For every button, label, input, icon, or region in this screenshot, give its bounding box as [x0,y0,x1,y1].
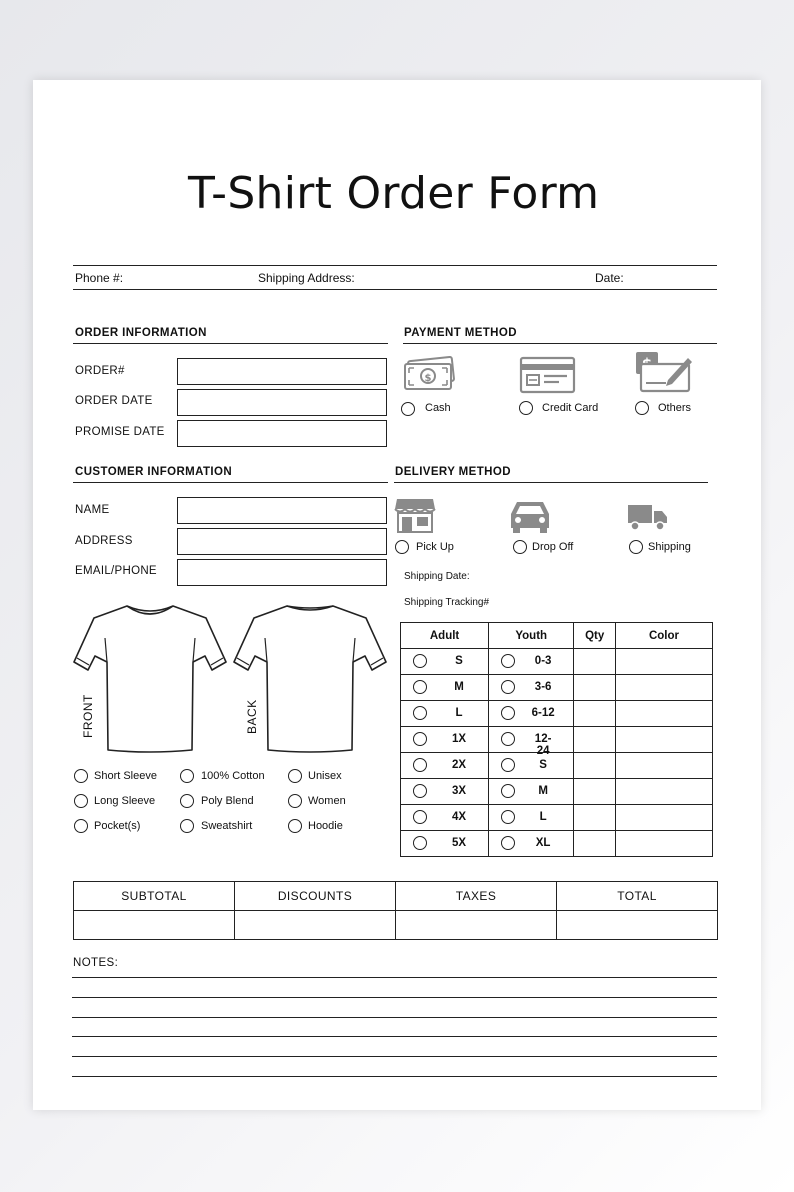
adult-cell [401,779,489,805]
shipping-label: Shipping [648,541,691,553]
shipping-tracking-label: Shipping Tracking# [404,597,490,608]
youth-size-label: XL [535,837,551,849]
table-row [401,649,713,675]
address-field[interactable] [177,528,387,555]
dropoff-label: Drop Off [532,541,574,553]
order-info-heading: ORDER INFORMATION [75,327,207,339]
table-row [401,727,713,753]
table-row [401,701,713,727]
long-sleeve-label: Long Sleeve [94,795,156,807]
color-cell[interactable] [615,727,712,753]
truck-icon [627,502,669,532]
taxes-value[interactable] [396,911,557,940]
youth-cell [489,753,574,779]
color-cell[interactable] [615,753,712,779]
adult-size-label: 1X [451,733,467,745]
check-payment-icon [636,350,694,394]
cotton-radio[interactable] [180,769,194,783]
youth-size-radio[interactable] [501,810,515,824]
cash-radio[interactable] [401,402,415,416]
shipping-radio[interactable] [629,540,643,554]
adult-size-radio[interactable] [413,836,427,850]
subtotal-header: SUBTOTAL [74,882,235,911]
youth-cell [489,779,574,805]
short-sleeve-radio[interactable] [74,769,88,783]
youth-cell [489,805,574,831]
date-label: Date: [595,271,624,285]
customer-info-heading: CUSTOMER INFORMATION [75,466,233,478]
order-form-sheet [33,80,761,1110]
short-sleeve-label: Short Sleeve [94,770,157,782]
discounts-value[interactable] [235,911,396,940]
color-cell[interactable] [615,675,712,701]
youth-size-radio[interactable] [501,680,515,694]
size-table [400,622,713,857]
qty-cell[interactable] [574,805,616,831]
youth-size-radio[interactable] [501,758,515,772]
color-cell[interactable] [615,779,712,805]
qty-cell[interactable] [574,727,616,753]
back-label: BACK [245,699,259,734]
color-cell[interactable] [615,649,712,675]
youth-size-label: 12-24 [534,733,552,757]
youth-size-label: L [539,811,547,823]
subtotal-value[interactable] [74,911,235,940]
totals-table [73,881,718,940]
notes-line[interactable] [72,1056,717,1057]
adult-size-radio[interactable] [413,732,427,746]
color-cell[interactable] [615,831,712,857]
adult-size-label: L [455,707,463,719]
adult-size-label: 3X [451,785,467,797]
color-cell[interactable] [615,701,712,727]
svg-text:$: $ [424,373,432,384]
promise-date-field[interactable] [177,420,387,447]
front-label: FRONT [81,694,95,738]
pockets-radio[interactable] [74,819,88,833]
storefront-icon [394,496,436,534]
size-table-header [401,623,713,649]
youth-size-radio[interactable] [501,706,515,720]
adult-header: Adult [401,623,489,649]
adult-cell [401,675,489,701]
credit-card-label: Credit Card [542,402,599,414]
adult-size-label: 5X [451,837,467,849]
adult-cell [401,805,489,831]
total-header: TOTAL [557,882,718,911]
header-bottom-rule [73,289,717,290]
car-icon [509,498,551,534]
sweatshirt-label: Sweatshirt [201,820,253,832]
table-row [401,753,713,779]
phone-label: Phone #: [75,271,124,285]
discounts-header: DISCOUNTS [235,882,396,911]
adult-size-label: 4X [451,811,467,823]
youth-size-label: S [539,759,547,771]
youth-cell [489,831,574,857]
notes-line[interactable] [72,1036,717,1037]
customer-info-rule [73,482,388,483]
page-title: T-Shirt Order Form [188,168,600,219]
youth-cell [489,701,574,727]
delivery-method-rule [394,482,708,483]
qty-cell[interactable] [574,649,616,675]
name-label: NAME [75,504,110,516]
pockets-label: Pocket(s) [94,820,141,832]
table-row [401,831,713,857]
credit-card-icon [519,356,577,394]
address-label: ADDRESS [75,535,133,547]
cash-icon [403,356,459,392]
header-top-rule [73,265,717,266]
payment-method-rule [403,343,717,344]
poly-blend-label: Poly Blend [201,795,254,807]
long-sleeve-radio[interactable] [74,794,88,808]
youth-size-label: 3-6 [534,681,552,693]
youth-size-radio[interactable] [501,654,515,668]
others-radio[interactable] [635,401,649,415]
adult-size-radio[interactable] [413,654,427,668]
totals-value-row [74,911,718,940]
promise-date-label: PROMISE DATE [75,426,165,438]
qty-cell[interactable] [574,675,616,701]
totals-header-row [74,882,718,911]
youth-size-label: M [538,785,548,797]
order-number-field[interactable] [177,358,387,385]
adult-cell [401,701,489,727]
others-label: Others [658,402,692,414]
hoodie-label: Hoodie [308,820,343,832]
poly-blend-radio[interactable] [180,794,194,808]
qty-header: Qty [574,623,616,649]
order-info-rule [73,343,388,344]
adult-size-radio[interactable] [413,680,427,694]
shipping-date-label: Shipping Date: [404,571,470,582]
youth-size-radio[interactable] [501,836,515,850]
adult-size-label: S [455,655,463,667]
qty-cell[interactable] [574,701,616,727]
youth-size-label: 6-12 [531,707,555,719]
cash-label: Cash [425,402,451,414]
adult-cell [401,649,489,675]
notes-line[interactable] [72,1017,717,1018]
total-value[interactable] [557,911,718,940]
taxes-header: TAXES [396,882,557,911]
email-phone-label: EMAIL/PHONE [75,565,157,577]
sweatshirt-radio[interactable] [180,819,194,833]
adult-size-radio[interactable] [413,810,427,824]
women-label: Women [308,795,346,807]
youth-size-radio[interactable] [501,784,515,798]
youth-cell [489,649,574,675]
notes-label: NOTES: [73,957,119,969]
adult-size-radio[interactable] [413,758,427,772]
table-row [401,675,713,701]
cotton-label: 100% Cotton [201,770,265,782]
adult-size-radio[interactable] [413,706,427,720]
notes-line[interactable] [72,1076,717,1077]
youth-size-label: 0-3 [534,655,552,667]
pickup-radio[interactable] [395,540,409,554]
qty-cell[interactable] [574,831,616,857]
color-header: Color [615,623,712,649]
adult-size-label: 2X [451,759,467,771]
credit-card-radio[interactable] [519,401,533,415]
name-field[interactable] [177,497,387,524]
youth-header: Youth [489,623,574,649]
shipping-address-label: Shipping Address: [258,271,355,285]
table-row [401,805,713,831]
notes-line[interactable] [72,997,717,998]
email-phone-field[interactable] [177,559,387,586]
dropoff-radio[interactable] [513,540,527,554]
color-cell[interactable] [615,805,712,831]
payment-method-heading: PAYMENT METHOD [404,327,517,339]
qty-cell[interactable] [574,753,616,779]
youth-cell [489,675,574,701]
unisex-radio[interactable] [288,769,302,783]
youth-size-radio[interactable] [501,732,515,746]
delivery-method-heading: DELIVERY METHOD [395,466,511,478]
adult-size-radio[interactable] [413,784,427,798]
youth-cell [489,727,574,757]
order-number-label: ORDER# [75,365,125,377]
qty-cell[interactable] [574,779,616,805]
order-date-label: ORDER DATE [75,395,153,407]
adult-cell [401,727,489,753]
adult-size-label: M [454,681,464,693]
women-radio[interactable] [288,794,302,808]
unisex-label: Unisex [308,770,342,782]
table-row [401,779,713,805]
hoodie-radio[interactable] [288,819,302,833]
notes-line[interactable] [72,977,717,978]
adult-cell [401,831,489,857]
pickup-label: Pick Up [416,541,454,553]
adult-cell [401,753,489,779]
order-date-field[interactable] [177,389,387,416]
